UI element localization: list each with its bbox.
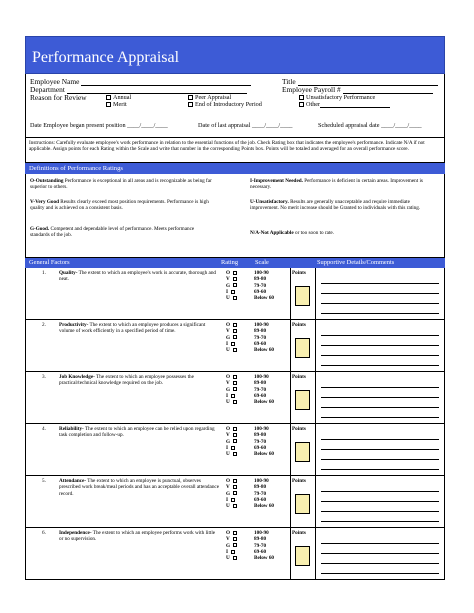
- scale-value: 69-60: [254, 340, 267, 347]
- date-last-field[interactable]: ____/____/____: [251, 122, 293, 129]
- rating-option[interactable]: U: [226, 347, 239, 353]
- title-label: Title: [282, 77, 296, 86]
- rating-option[interactable]: V: [226, 380, 239, 386]
- rating-option[interactable]: I: [226, 341, 239, 347]
- definition-good: G-Good. Competent and dependable level of performance. Meets performance standards of the job.: [30, 226, 195, 239]
- factor-number: 4.: [42, 426, 46, 432]
- rating-option[interactable]: I: [226, 497, 239, 503]
- points-label: Points: [292, 374, 306, 380]
- factor-row: [25, 320, 445, 372]
- payroll-label: Employee Payroll #: [282, 85, 341, 94]
- scale-value: 100-90: [254, 374, 269, 380]
- comments-field[interactable]: [321, 482, 439, 522]
- rating-option[interactable]: O: [226, 426, 239, 432]
- definition-outstanding: O-Outstanding Performance is exceptional in all areas and is recognizable as being far superior to others.: [30, 178, 212, 191]
- scale-value: 89-80: [254, 380, 267, 387]
- rating-options: [226, 426, 239, 457]
- points-label: Points: [292, 322, 306, 328]
- scale-value: 89-80: [254, 432, 267, 439]
- rating-option[interactable]: G: [226, 387, 239, 393]
- rating-option[interactable]: V: [226, 484, 239, 490]
- rating-checkbox[interactable]: [233, 375, 237, 379]
- form-title: Performance Appraisal: [25, 36, 445, 74]
- scale-value: 100-90: [254, 322, 269, 328]
- rating-option[interactable]: V: [226, 276, 239, 282]
- scale-values: [254, 478, 274, 509]
- rating-option[interactable]: I: [226, 445, 239, 451]
- scale-value: 79-70: [254, 438, 267, 445]
- scale-value: Below 60: [254, 295, 275, 302]
- scale-value: 79-70: [254, 490, 267, 497]
- points-input[interactable]: [295, 442, 310, 462]
- rating-option[interactable]: O: [226, 322, 239, 328]
- scale-value: 69-60: [254, 496, 267, 503]
- rating-checkbox[interactable]: [233, 400, 237, 404]
- comments-field[interactable]: [321, 274, 439, 314]
- scale-values: [254, 530, 274, 561]
- rating-option[interactable]: U: [226, 503, 239, 509]
- rating-option[interactable]: O: [226, 530, 239, 536]
- factor-description: Productivity- The extent to which an employee produces a significant volume of work efficiently in a specified period of time.: [59, 322, 206, 335]
- peer-appraisal-checkbox[interactable]: [188, 95, 193, 100]
- points-input[interactable]: [295, 546, 310, 566]
- definition-very-good: V-Very Good Results clearly exceed most position requirements. Performance is high quality and is achieved on a consistent basis.: [30, 199, 209, 212]
- rating-option[interactable]: O: [226, 478, 239, 484]
- rating-checkbox[interactable]: [233, 323, 237, 327]
- factor-number: 3.: [42, 374, 46, 380]
- rating-option[interactable]: G: [226, 439, 239, 445]
- rating-checkbox[interactable]: [231, 446, 235, 450]
- rating-option[interactable]: U: [226, 555, 239, 561]
- rating-checkbox[interactable]: [233, 296, 237, 300]
- scale-value: 100-90: [254, 478, 269, 484]
- rating-checkbox[interactable]: [233, 537, 237, 541]
- points-input[interactable]: [295, 390, 310, 410]
- definition-not-applicable: N/A-Not Applicable or too soon to rate.: [250, 230, 335, 236]
- definition-improvement: I-Improvement Needed. Performance is deficient in certain areas. Improvement is necessary.: [250, 178, 423, 191]
- points-label: Points: [292, 530, 306, 536]
- scale-value: Below 60: [254, 451, 275, 458]
- definitions-heading: Definitions of Performance Ratings: [25, 163, 445, 174]
- rating-checkbox[interactable]: [233, 348, 237, 352]
- factor-list: [25, 268, 445, 580]
- reason-label: Reason for Review: [30, 93, 87, 102]
- factor-number: 1.: [42, 270, 46, 276]
- rating-checkbox[interactable]: [233, 387, 237, 391]
- points-input[interactable]: [295, 286, 310, 306]
- rating-options: [226, 530, 239, 561]
- comments-field[interactable]: [321, 430, 439, 470]
- rating-checkbox[interactable]: [231, 342, 235, 346]
- factor-name: Productivity-: [59, 322, 89, 328]
- factor-number: 6.: [42, 530, 46, 536]
- rating-checkbox[interactable]: [233, 485, 237, 489]
- scale-value: 89-80: [254, 484, 267, 491]
- points-cell: [290, 424, 316, 475]
- other-checkbox[interactable]: [299, 102, 304, 107]
- points-cell: [290, 528, 316, 579]
- scale-values: [254, 374, 274, 405]
- rating-checkbox[interactable]: [233, 283, 237, 287]
- factor-description: Independence- The extent to which an employee performs work with little or no supervision.: [59, 530, 216, 543]
- rating-option[interactable]: I: [226, 289, 239, 295]
- instructions: Instructions: Carefully evaluate employee's work performance in relation to the essential functions of the job. Check Rating box that indicates the employee's performance. Indicate N/A if not applicable. Assign points for each Rating within the Scale and write that number in the corresponding Points box. Points will be totaled and averaged for an overall performance score.: [25, 138, 445, 163]
- rating-checkbox[interactable]: [231, 394, 235, 398]
- rating-options: [226, 478, 239, 509]
- rating-checkbox[interactable]: [231, 290, 235, 294]
- scale-value: 79-70: [254, 386, 267, 393]
- scheduled-label: Scheduled appraisal date: [318, 122, 380, 129]
- rating-option[interactable]: G: [226, 283, 239, 289]
- comments-field[interactable]: [321, 534, 439, 574]
- scale-values: [254, 426, 274, 457]
- rating-checkbox[interactable]: [233, 531, 237, 535]
- rating-checkbox[interactable]: [231, 498, 235, 502]
- scale-value: 100-90: [254, 426, 269, 432]
- scale-value: 100-90: [254, 530, 269, 536]
- rating-checkbox[interactable]: [233, 329, 237, 333]
- annual-checkbox[interactable]: [106, 95, 111, 100]
- rating-option[interactable]: I: [226, 549, 239, 555]
- date-present-label: Date Employee began present position: [30, 122, 126, 129]
- rating-option[interactable]: U: [226, 451, 239, 457]
- rating-options: [226, 322, 239, 353]
- points-input[interactable]: [295, 494, 310, 514]
- rating-checkbox[interactable]: [233, 491, 237, 495]
- scale-value: 69-60: [254, 392, 267, 399]
- rating-options: [226, 270, 239, 301]
- rating-option[interactable]: G: [226, 491, 239, 497]
- factor-number: 5.: [42, 478, 46, 484]
- scale-value: Below 60: [254, 399, 275, 406]
- factor-row: [25, 424, 445, 476]
- date-present-field[interactable]: ____/____/____: [127, 122, 168, 129]
- factor-row: [25, 476, 445, 528]
- scale-value: 79-70: [254, 282, 267, 289]
- scale-column: Scale: [255, 259, 269, 266]
- scale-value: 69-60: [254, 444, 267, 451]
- scale-value: 79-70: [254, 542, 267, 549]
- factor-name: Independence-: [59, 530, 92, 536]
- scale-value: 89-80: [254, 536, 267, 543]
- scale-value: 69-60: [254, 288, 267, 295]
- rating-option[interactable]: O: [226, 270, 239, 276]
- scale-value: 69-60: [254, 548, 267, 555]
- scale-value: 89-80: [254, 276, 267, 283]
- rating-option[interactable]: G: [226, 543, 239, 549]
- rating-option[interactable]: I: [226, 393, 239, 399]
- points-label: Points: [292, 478, 306, 484]
- rating-checkbox[interactable]: [233, 381, 237, 385]
- factor-row: [25, 528, 445, 580]
- merit-checkbox[interactable]: [106, 102, 111, 107]
- factor-name: Reliability-: [59, 426, 84, 432]
- factors-header: [25, 258, 445, 268]
- scale-value: Below 60: [254, 347, 275, 354]
- other-field[interactable]: [320, 107, 390, 108]
- rating-checkbox[interactable]: [233, 427, 237, 431]
- factor-name: Quality-: [59, 270, 78, 276]
- factors-column: General Factors: [29, 259, 70, 266]
- rating-column: Rating: [221, 259, 239, 266]
- details-column: Supportive Details/Comments: [317, 259, 395, 266]
- definition-unsatisfactory: U-Unsatisfactory. Results are generally unacceptable and require immediate improvement. No merit increase should be Granted to individuals with this rating.: [250, 199, 421, 212]
- rating-option[interactable]: V: [226, 536, 239, 542]
- appraisal-form: [25, 36, 445, 580]
- employee-info: Employee Name Title Department Employee Payroll # Reason for Review Annual Merit Peer Appraisal End of Introductory Period Unsatisfactory Performance Other Date Employee began present position ____/____/____ Date of last appraisal ____/____/____ Scheduled appraisal date ____/____/____: [25, 74, 445, 138]
- factor-number: 2.: [42, 322, 46, 328]
- points-label: Points: [292, 426, 306, 432]
- rating-option[interactable]: U: [226, 399, 239, 405]
- factor-description: Quality- The extent to which an employee's work is accurate, thorough and neat.: [59, 270, 217, 283]
- scale-values: [254, 270, 274, 301]
- rating-checkbox[interactable]: [233, 433, 237, 437]
- rating-checkbox[interactable]: [233, 439, 237, 443]
- scheduled-field[interactable]: ____/____/____: [381, 122, 422, 129]
- factor-row: [25, 268, 445, 320]
- scale-value: 100-90: [254, 270, 269, 276]
- date-last-label: Date of last appraisal: [198, 122, 251, 129]
- scale-value: Below 60: [254, 555, 275, 562]
- scale-value: Below 60: [254, 503, 275, 510]
- points-input[interactable]: [295, 338, 310, 358]
- rating-checkbox[interactable]: [233, 271, 237, 275]
- comments-field[interactable]: [321, 378, 439, 418]
- unsatisfactory-checkbox[interactable]: [299, 95, 304, 100]
- rating-option[interactable]: V: [226, 432, 239, 438]
- rating-checkbox[interactable]: [233, 543, 237, 547]
- rating-options: [226, 374, 239, 405]
- rating-checkbox[interactable]: [233, 277, 237, 281]
- introductory-period-checkbox[interactable]: [188, 102, 193, 107]
- definitions: [25, 174, 445, 258]
- rating-checkbox[interactable]: [233, 452, 237, 456]
- rating-option[interactable]: O: [226, 374, 239, 380]
- rating-option[interactable]: V: [226, 328, 239, 334]
- factor-description: Attendance- The extent to which an employee is punctual, observes prescribed work break/meal periods and has an acceptable overall attendance record.: [59, 478, 220, 497]
- rating-checkbox[interactable]: [233, 556, 237, 560]
- scale-value: 89-80: [254, 328, 267, 335]
- factor-description: Job Knowledge- The extent to which an employee possesses the practical/technical knowledge required on the job.: [59, 374, 194, 387]
- rating-option[interactable]: G: [226, 335, 239, 341]
- rating-checkbox[interactable]: [231, 550, 235, 554]
- factor-name: Job Knowledge-: [59, 374, 95, 380]
- rating-checkbox[interactable]: [233, 335, 237, 339]
- scale-value: 79-70: [254, 334, 267, 341]
- points-label: Points: [292, 270, 306, 276]
- employee-name-label: Employee Name: [30, 77, 80, 86]
- rating-checkbox[interactable]: [233, 504, 237, 508]
- points-cell: [290, 372, 316, 423]
- factor-name: Attendance-: [59, 478, 87, 484]
- factor-description: Reliability- The extent to which an employee can be relied upon regarding task completion and follow-up.: [59, 426, 215, 439]
- comments-field[interactable]: [321, 326, 439, 366]
- points-cell: [290, 268, 316, 319]
- points-cell: [290, 476, 316, 527]
- factor-row: [25, 372, 445, 424]
- department-label: Department: [30, 85, 65, 94]
- rating-option[interactable]: U: [226, 295, 239, 301]
- scale-values: [254, 322, 274, 353]
- rating-checkbox[interactable]: [233, 479, 237, 483]
- points-cell: [290, 320, 316, 371]
